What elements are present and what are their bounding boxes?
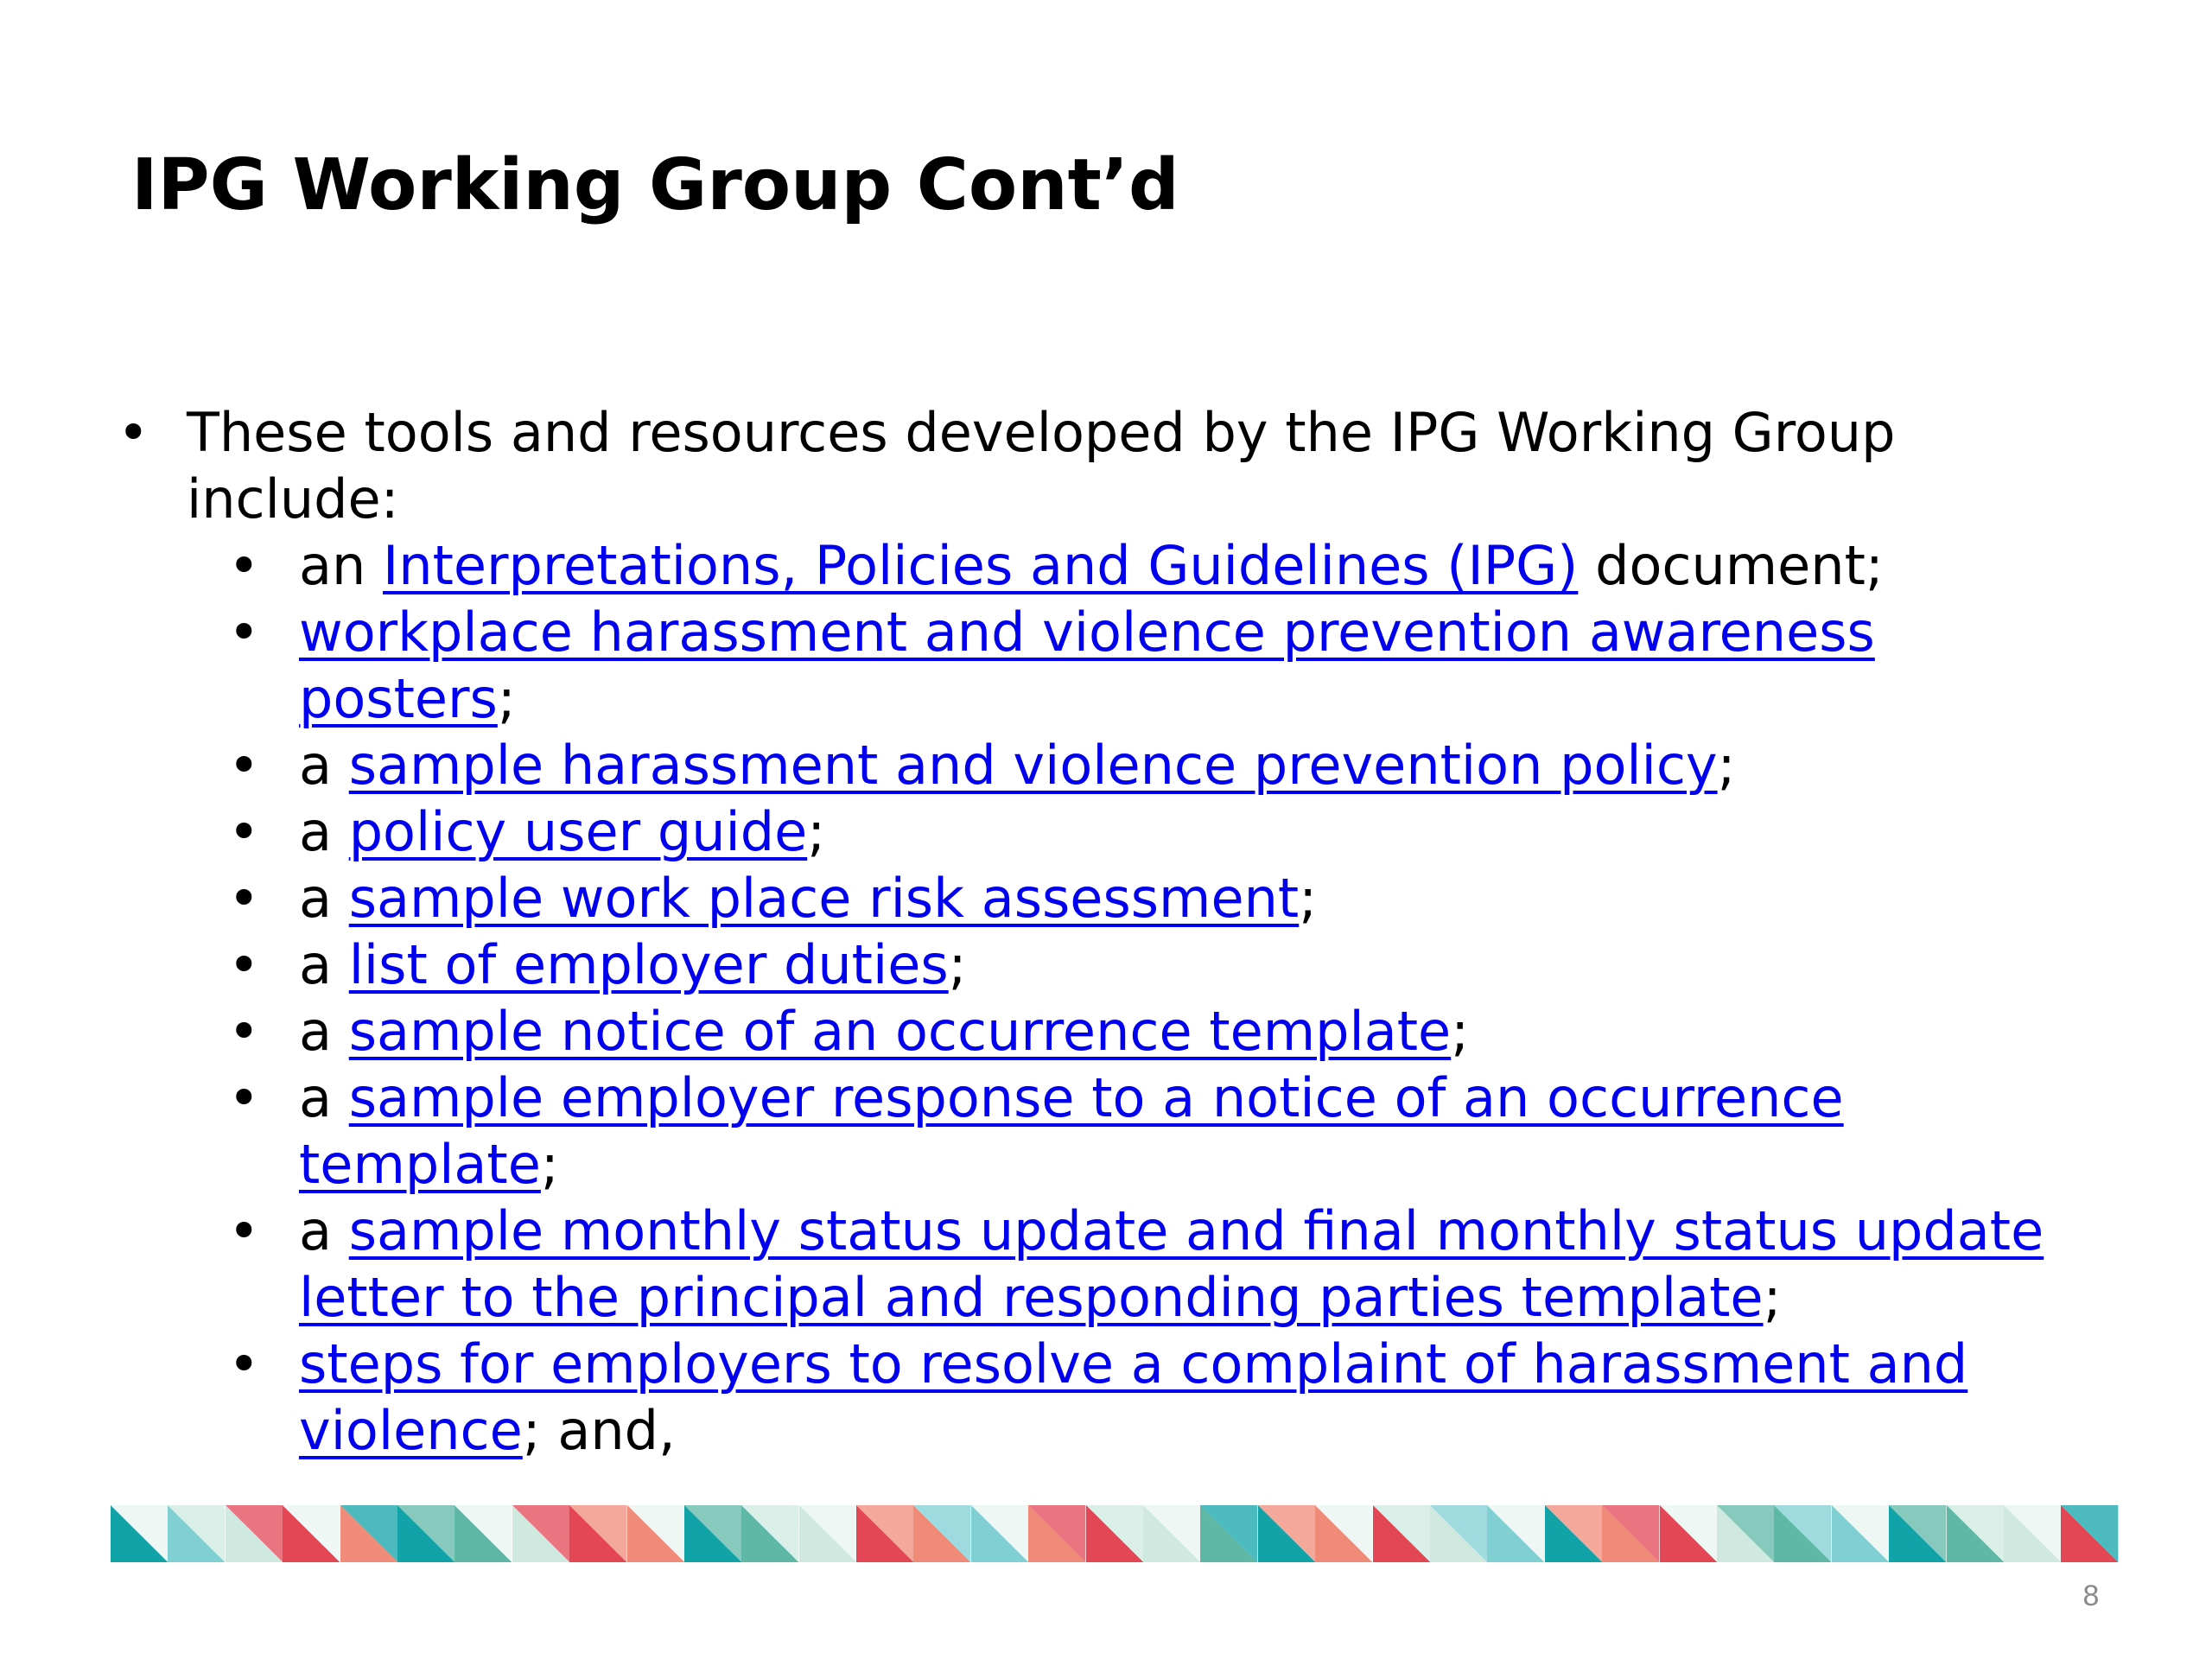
bullet-dot: • [228,1332,260,1395]
resource-item-text [299,734,1736,797]
pattern-tile [1602,1505,1659,1562]
pattern-tile [1545,1505,1602,1562]
resource-link[interactable]: sample harassment and violence prevention policy [348,734,1718,797]
decorative-triangle-band [111,1505,2119,1562]
resource-item-text [299,933,967,996]
pattern-tile [1717,1505,1774,1562]
resource-item [112,532,2091,599]
intro-text: These tools and resources developed by the IPG Working Group include: [187,401,1896,531]
item-prefix: a [299,1000,349,1063]
item-prefix: a [299,1066,349,1129]
item-prefix: a [299,1199,349,1262]
pattern-tile [684,1505,741,1562]
pattern-tile [1258,1505,1315,1562]
item-suffix: ; [1451,1000,1470,1063]
pattern-tile [283,1505,340,1562]
bullet-dot: • [228,1199,260,1262]
pattern-tile [168,1505,225,1562]
pattern-tile [569,1505,626,1562]
item-suffix: ; [1717,734,1736,797]
resource-list [112,532,2091,1464]
pattern-tile [1660,1505,1717,1562]
pattern-tile [799,1505,856,1562]
item-suffix: document; [1578,534,1884,597]
pattern-tile [1200,1505,1257,1562]
item-prefix: a [299,734,349,797]
resource-item [112,732,2091,798]
pattern-tile [971,1505,1028,1562]
resource-item [112,1331,2091,1464]
pattern-tile [397,1505,454,1562]
resource-item-text [299,1000,1469,1063]
item-suffix: ; [1763,1266,1782,1329]
pattern-tile [2061,1505,2118,1562]
pattern-tile [1889,1505,1946,1562]
pattern-tile [627,1505,684,1562]
bullet-dot: • [228,800,260,863]
pattern-tile [2004,1505,2061,1562]
pattern-tile [1315,1505,1372,1562]
resource-item-text [299,534,1884,597]
pattern-tile [454,1505,512,1562]
page-number: 8 [2082,1580,2100,1612]
bullet-dot: • [118,401,149,464]
bullet-dot: • [228,734,260,797]
resource-item [112,599,2091,732]
resource-item-text [299,1199,2044,1329]
resource-link[interactable]: sample work place risk assessment [348,867,1300,930]
resource-link[interactable]: sample notice of an occurrence template [348,1000,1452,1063]
pattern-tile [340,1505,397,1562]
pattern-tile [1487,1505,1544,1562]
bullet-dot: • [228,933,260,996]
pattern-tile [1832,1505,1889,1562]
slide-title: IPG Working Group Cont’d [131,144,1179,226]
resource-item-text [299,867,1317,930]
pattern-tile [111,1505,168,1562]
item-prefix: a [299,933,349,996]
pattern-tile [1143,1505,1200,1562]
resource-link[interactable]: sample employer response to a notice of an occurrence template [299,1066,1844,1196]
resource-item-text [299,601,1875,730]
resource-link[interactable]: Interpretations, Policies and Guidelines (IPG) [383,534,1579,597]
item-suffix: ; [948,933,967,996]
item-prefix: a [299,867,349,930]
item-prefix: an [299,534,383,597]
bullet-dot: • [228,867,260,930]
pattern-tile [913,1505,970,1562]
bullet-dot: • [228,601,260,664]
slide-body [112,399,2091,1464]
item-suffix: ; [807,800,826,863]
pattern-tile [1947,1505,2004,1562]
pattern-tile [856,1505,913,1562]
bullet-dot: • [228,1066,260,1129]
resource-item [112,931,2091,998]
pattern-tile [512,1505,569,1562]
item-prefix: a [299,800,349,863]
item-suffix: ; [540,1133,559,1196]
pattern-tile [1430,1505,1487,1562]
bullet-dot: • [228,1000,260,1063]
pattern-tile [741,1505,798,1562]
resource-item [112,1198,2091,1331]
pattern-tile [1086,1505,1143,1562]
resource-item-text [299,1066,1844,1196]
item-suffix: ; [1299,867,1318,930]
item-suffix: ; and, [522,1399,676,1462]
resource-item [112,865,2091,931]
resource-link[interactable]: steps for employers to resolve a complaint of harassment and violence [299,1332,1968,1462]
pattern-tile [1028,1505,1085,1562]
resource-link[interactable]: workplace harassment and violence prevention awareness posters [299,601,1875,730]
resource-link[interactable]: list of employer duties [348,933,949,996]
resource-item [112,1065,2091,1198]
resource-item-text [299,1332,1967,1462]
pattern-tile [1373,1505,1430,1562]
resource-link[interactable]: policy user guide [348,800,808,863]
resource-item-text [299,800,825,863]
resource-item [112,798,2091,865]
resource-link[interactable]: sample monthly status update and final monthly status update letter to the principal and responding parties template [299,1199,2044,1329]
bullet-intro [112,399,2091,532]
bullet-dot: • [228,534,260,597]
pattern-tile [226,1505,283,1562]
pattern-tile [1774,1505,1831,1562]
resource-item [112,998,2091,1065]
item-suffix: ; [497,667,516,730]
